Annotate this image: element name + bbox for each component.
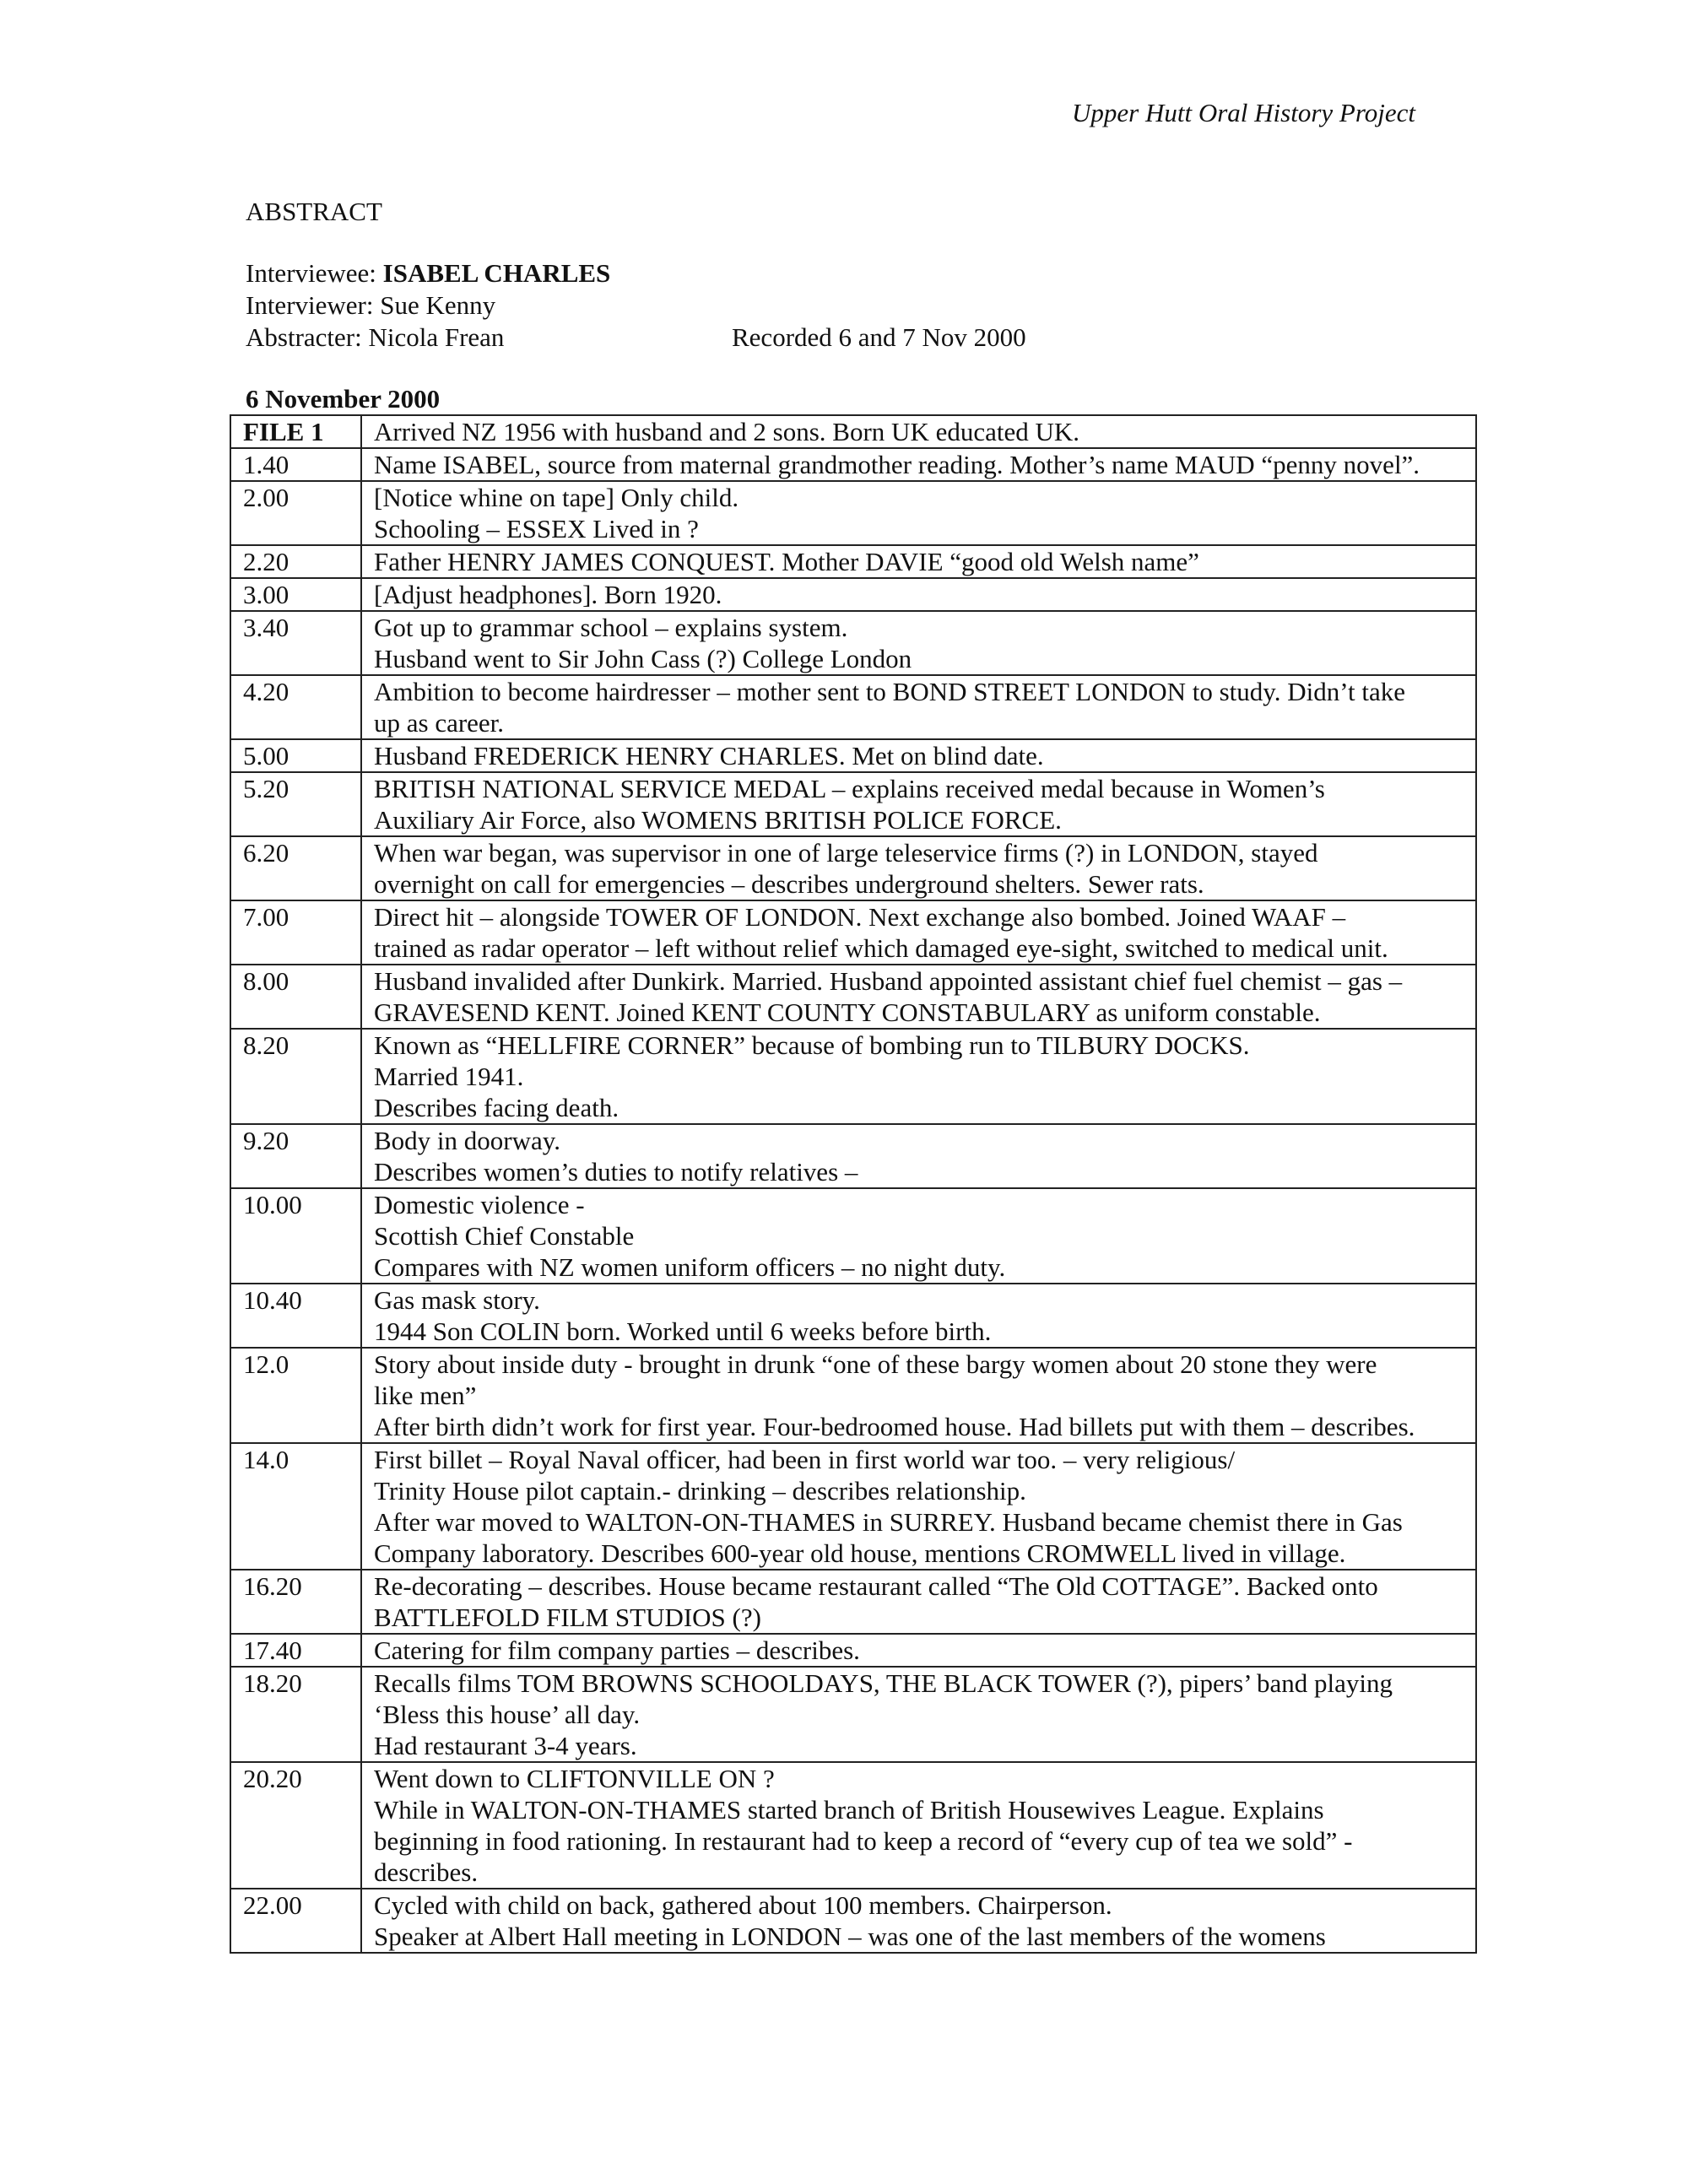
description-line: While in WALTON-ON-THAMES started branch of British Housewives League. Explains (374, 1795, 1324, 1825)
timestamp-cell: 6.20 (230, 836, 361, 900)
project-header: Upper Hutt Oral History Project (1072, 98, 1415, 127)
description-line: Went down to CLIFTONVILLE ON ? (374, 1764, 775, 1793)
description-cell (361, 900, 1476, 965)
timestamp-cell: 16.20 (230, 1570, 361, 1634)
interviewee-label: Interviewee: (246, 258, 383, 288)
description-line: Re-decorating – describes. House became restaurant called “The Old COTTAGE”. Backed onto (374, 1571, 1378, 1601)
abstract-table (230, 414, 1477, 1954)
timestamp-cell: 4.20 (230, 675, 361, 739)
description-line: Company laboratory. Describes 600-year old house, mentions CROMWELL lived in village. (374, 1538, 1346, 1568)
session-date-heading: 6 November 2000 (246, 384, 441, 414)
table-row (230, 1124, 1476, 1188)
interviewer-line: Interviewer: Sue Kenny (246, 290, 496, 320)
description-line: ‘Bless this house’ all day. (374, 1700, 641, 1729)
timestamp-cell: 20.20 (230, 1762, 361, 1889)
description-line: Husband went to Sir John Cass (?) College London (374, 644, 912, 673)
table-row (230, 772, 1476, 836)
table-row (230, 1667, 1476, 1762)
recorded-date: Recorded 6 and 7 Nov 2000 (732, 322, 1026, 352)
abstract-table-body (230, 415, 1476, 1953)
description-cell (361, 1762, 1476, 1889)
description-line: Describes facing death. (374, 1093, 619, 1122)
table-row (230, 1889, 1476, 1953)
table-row (230, 675, 1476, 739)
description-line: Husband FREDERICK HENRY CHARLES. Met on blind date. (374, 741, 1044, 770)
description-line: Describes women’s duties to notify relatives – (374, 1157, 858, 1187)
timestamp-cell: 8.00 (230, 965, 361, 1029)
timestamp-cell: 22.00 (230, 1889, 361, 1953)
timestamp-cell: 12.0 (230, 1348, 361, 1443)
description-cell (361, 965, 1476, 1029)
description-line: Known as “HELLFIRE CORNER” because of bombing run to TILBURY DOCKS. (374, 1030, 1250, 1060)
description-line: Arrived NZ 1956 with husband and 2 sons. Born UK educated UK. (374, 417, 1080, 446)
description-line: Name ISABEL, source from maternal grandmother reading. Mother’s name MAUD “penny novel”. (374, 450, 1420, 479)
table-row (230, 1284, 1476, 1348)
description-cell (361, 1443, 1476, 1570)
table-row (230, 545, 1476, 578)
description-line: beginning in food rationing. In restaurant had to keep a record of “every cup of tea we sold” - (374, 1826, 1353, 1856)
description-cell (361, 1348, 1476, 1443)
description-line: up as career. (374, 708, 505, 738)
table-row (230, 1762, 1476, 1889)
description-line: Ambition to become hairdresser – mother sent to BOND STREET LONDON to study. Didn’t take (374, 677, 1406, 706)
description-cell (361, 545, 1476, 578)
description-line: BATTLEFOLD FILM STUDIOS (?) (374, 1603, 761, 1632)
description-line: Had restaurant 3-4 years. (374, 1731, 637, 1760)
timestamp-cell: 5.00 (230, 739, 361, 772)
table-row (230, 415, 1476, 448)
description-line: After war moved to WALTON-ON-THAMES in SURREY. Husband became chemist there in Gas (374, 1507, 1403, 1537)
description-cell (361, 1029, 1476, 1124)
description-line: Gas mask story. (374, 1285, 540, 1315)
description-cell (361, 611, 1476, 675)
table-row (230, 448, 1476, 481)
description-line: [Adjust headphones]. Born 1920. (374, 580, 722, 609)
table-row (230, 578, 1476, 611)
description-line: Compares with NZ women uniform officers – no night duty. (374, 1252, 1006, 1282)
description-cell (361, 1667, 1476, 1762)
description-line: Speaker at Albert Hall meeting in LONDON – was one of the last members of the womens (374, 1922, 1326, 1951)
description-line: Scottish Chief Constable (374, 1221, 635, 1251)
timestamp-cell: 2.20 (230, 545, 361, 578)
table-row (230, 1570, 1476, 1634)
timestamp-cell: 7.00 (230, 900, 361, 965)
description-line: like men” (374, 1381, 477, 1410)
description-line: describes. (374, 1857, 479, 1887)
description-cell (361, 1634, 1476, 1667)
description-line: trained as radar operator – left without relief which damaged eye-sight, switched to medical unit. (374, 933, 1388, 963)
interview-metadata (246, 257, 1026, 354)
table-row (230, 1634, 1476, 1667)
timestamp-cell: 2.00 (230, 481, 361, 545)
timestamp-cell: 17.40 (230, 1634, 361, 1667)
timestamp-cell: FILE 1 (230, 415, 361, 448)
description-line: Husband invalided after Dunkirk. Married. Husband appointed assistant chief fuel chemist – gas – (374, 966, 1403, 996)
timestamp-cell: 9.20 (230, 1124, 361, 1188)
description-cell (361, 1284, 1476, 1348)
description-cell (361, 578, 1476, 611)
timestamp-cell: 14.0 (230, 1443, 361, 1570)
abstracter-line: Abstracter: Nicola Frean (246, 322, 505, 352)
timestamp-cell: 18.20 (230, 1667, 361, 1762)
description-line: After birth didn’t work for first year. Four-bedroomed house. Had billets put with them – describes. (374, 1412, 1415, 1441)
description-line: Domestic violence - (374, 1190, 585, 1219)
description-line: Father HENRY JAMES CONQUEST. Mother DAVIE “good old Welsh name” (374, 547, 1199, 576)
description-line: 1944 Son COLIN born. Worked until 6 weeks before birth. (374, 1316, 992, 1346)
table-row (230, 836, 1476, 900)
table-row (230, 739, 1476, 772)
timestamp-cell: 3.00 (230, 578, 361, 611)
description-cell (361, 448, 1476, 481)
table-row (230, 611, 1476, 675)
description-line: Trinity House pilot captain.- drinking – describes relationship. (374, 1476, 1026, 1506)
description-line: Auxiliary Air Force, also WOMENS BRITISH POLICE FORCE. (374, 805, 1062, 835)
description-cell (361, 1124, 1476, 1188)
timestamp-cell: 5.20 (230, 772, 361, 836)
description-line: Recalls films TOM BROWNS SCHOOLDAYS, THE BLACK TOWER (?), pipers’ band playing (374, 1668, 1393, 1698)
description-line: GRAVESEND KENT. Joined KENT COUNTY CONSTABULARY as uniform constable. (374, 997, 1321, 1027)
description-cell (361, 1889, 1476, 1953)
description-cell (361, 772, 1476, 836)
interviewee-line (246, 257, 610, 289)
description-cell (361, 1570, 1476, 1634)
description-cell (361, 1188, 1476, 1284)
timestamp-cell: 10.40 (230, 1284, 361, 1348)
table-row (230, 1029, 1476, 1124)
description-line: BRITISH NATIONAL SERVICE MEDAL – explains received medal because in Women’s (374, 774, 1325, 803)
timestamp-cell: 8.20 (230, 1029, 361, 1124)
description-line: Body in doorway. (374, 1126, 560, 1155)
table-row (230, 481, 1476, 545)
interviewee-name: ISABEL CHARLES (382, 258, 611, 288)
description-line: Direct hit – alongside TOWER OF LONDON. Next exchange also bombed. Joined WAAF – (374, 902, 1346, 932)
description-line: overnight on call for emergencies – describes underground shelters. Sewer rats. (374, 869, 1204, 899)
table-row (230, 1443, 1476, 1570)
timestamp-cell: 10.00 (230, 1188, 361, 1284)
table-row (230, 965, 1476, 1029)
table-row (230, 900, 1476, 965)
description-line: Married 1941. (374, 1062, 524, 1091)
description-line: First billet – Royal Naval officer, had been in first world war too. – very religious/ (374, 1445, 1236, 1474)
timestamp-cell: 1.40 (230, 448, 361, 481)
description-line: Cycled with child on back, gathered about 100 members. Chairperson. (374, 1890, 1112, 1920)
description-cell (361, 675, 1476, 739)
abstract-title: ABSTRACT (246, 197, 382, 226)
description-cell (361, 836, 1476, 900)
description-cell (361, 739, 1476, 772)
table-row (230, 1188, 1476, 1284)
description-line: Story about inside duty - brought in drunk “one of these bargy women about 20 stone they were (374, 1349, 1377, 1379)
description-line: When war began, was supervisor in one of large teleservice firms (?) in LONDON, stayed (374, 838, 1318, 868)
table-row (230, 1348, 1476, 1443)
description-line: Schooling – ESSEX Lived in ? (374, 514, 699, 543)
description-line: Got up to grammar school – explains system. (374, 613, 848, 642)
description-line: Catering for film company parties – describes. (374, 1635, 860, 1665)
description-cell (361, 481, 1476, 545)
description-line: [Notice whine on tape] Only child. (374, 483, 739, 512)
description-cell (361, 415, 1476, 448)
timestamp-cell: 3.40 (230, 611, 361, 675)
